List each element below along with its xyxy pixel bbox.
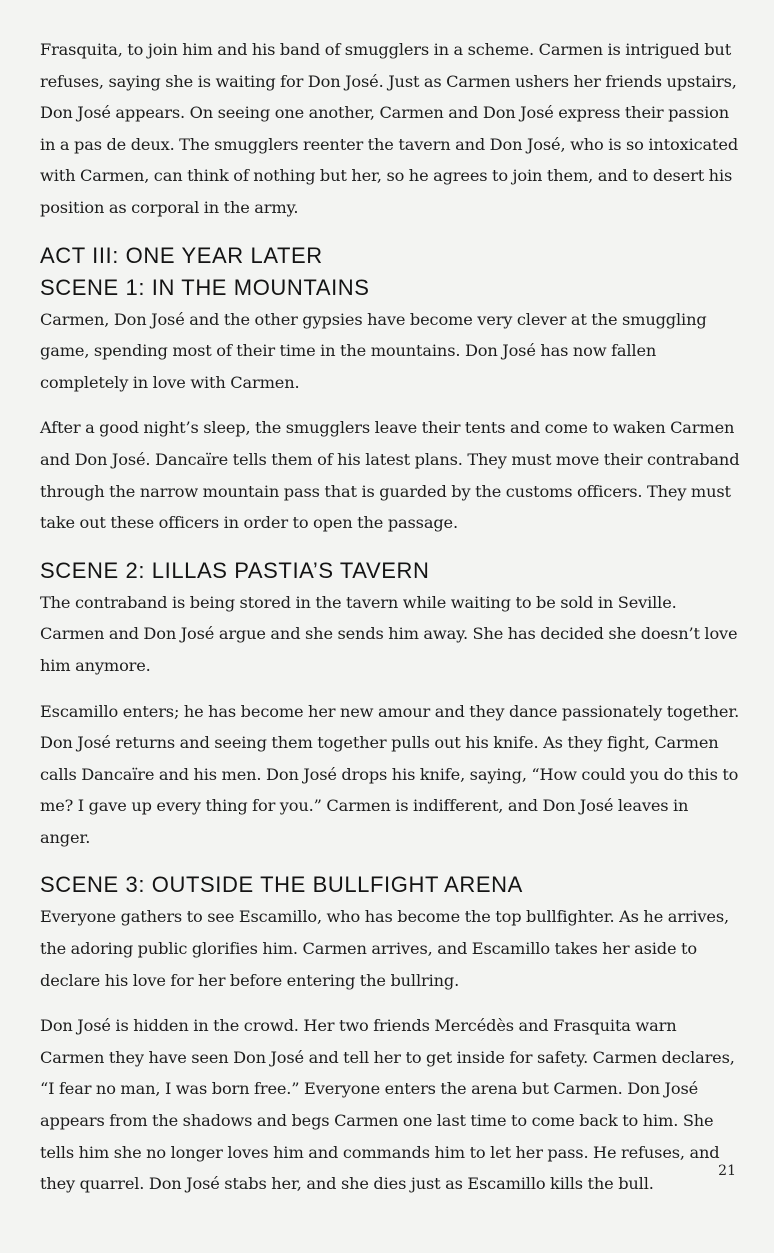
page-content xyxy=(40,34,740,1200)
scene-3-paragraph-2: Don José is hidden in the crowd. Her two friends Mercédès and Frasquita warn Carmen they have seen Don José and tell her to get inside for safety. Carmen declares, “I fear no man, I was born free.” Everyone enters the arena but Carmen. Don José appears from the shadows and begs Carmen one last time to come back to him. She tells him she no longer loves him and commands him to let her pass. He refuses, and they quarrel. Don José stabs her, and she dies just as Escamillo kills the bull. xyxy=(40,1016,735,1194)
scene-3-heading: SCENE 3: OUTSIDE THE BULLFIGHT ARENA xyxy=(40,872,523,898)
act-3-heading: ACT III: ONE YEAR LATER xyxy=(40,242,323,268)
page-number: 21 xyxy=(718,1163,736,1179)
scene-2-heading: SCENE 2: LILLAS PASTIA’S TAVERN xyxy=(40,557,430,583)
act-3-section xyxy=(40,240,740,539)
scene-1-paragraph-1: Carmen, Don José and the other gypsies have become very clever at the smuggling game, spending most of their time in the mountains. Don José has now fallen completely in love with Carmen. xyxy=(40,309,707,392)
scene-2-section xyxy=(40,555,740,854)
intro-paragraph: Frasquita, to join him and his band of smugglers in a scheme. Carmen is intrigued but refuses, saying she is waiting for Don José. Just as Carmen ushers her friends upstairs, Don José appears. On seeing one another, Carmen and Don José express their passion in a pas de deux. The smugglers reenter the tavern and Don José, who is so intoxicated with Carmen, can think of nothing but her, so he agrees to join them, and to desert his position as corporal in the army. xyxy=(40,40,739,217)
scene-2-paragraph-2: Escamillo enters; he has become her new amour and they dance passionately together. Don José returns and seeing them together pulls out his knife. As they fight, Carmen calls Dancaïre and his men. Don José drops his knife, saying, “How could you do this to me? I gave up every thing for you.” Carmen is indifferent, and Don José leaves in anger. xyxy=(40,701,740,847)
scene-3-paragraph-1: Everyone gathers to see Escamillo, who has become the top bullfighter. As he arrives, the adoring public glorifies him. Carmen arrives, and Escamillo takes her aside to declare his love for her before entering the bullring. xyxy=(40,907,730,990)
scene-1-paragraph-2: After a good night’s sleep, the smugglers leave their tents and come to waken Carmen and Don José. Dancaïre tells them of his latest plans. They must move their contraband through the narrow mountain pass that is guarded by the customs officers. They must take out these officers in order to open the passage. xyxy=(40,418,740,533)
scene-2-paragraph-1: The contraband is being stored in the tavern while waiting to be sold in Seville. Carmen and Don José argue and she sends him away. She has decided she doesn’t love him anymore. xyxy=(40,592,738,675)
scene-3-section xyxy=(40,869,740,1199)
scene-1-heading: SCENE 1: IN THE MOUNTAINS xyxy=(40,274,370,300)
